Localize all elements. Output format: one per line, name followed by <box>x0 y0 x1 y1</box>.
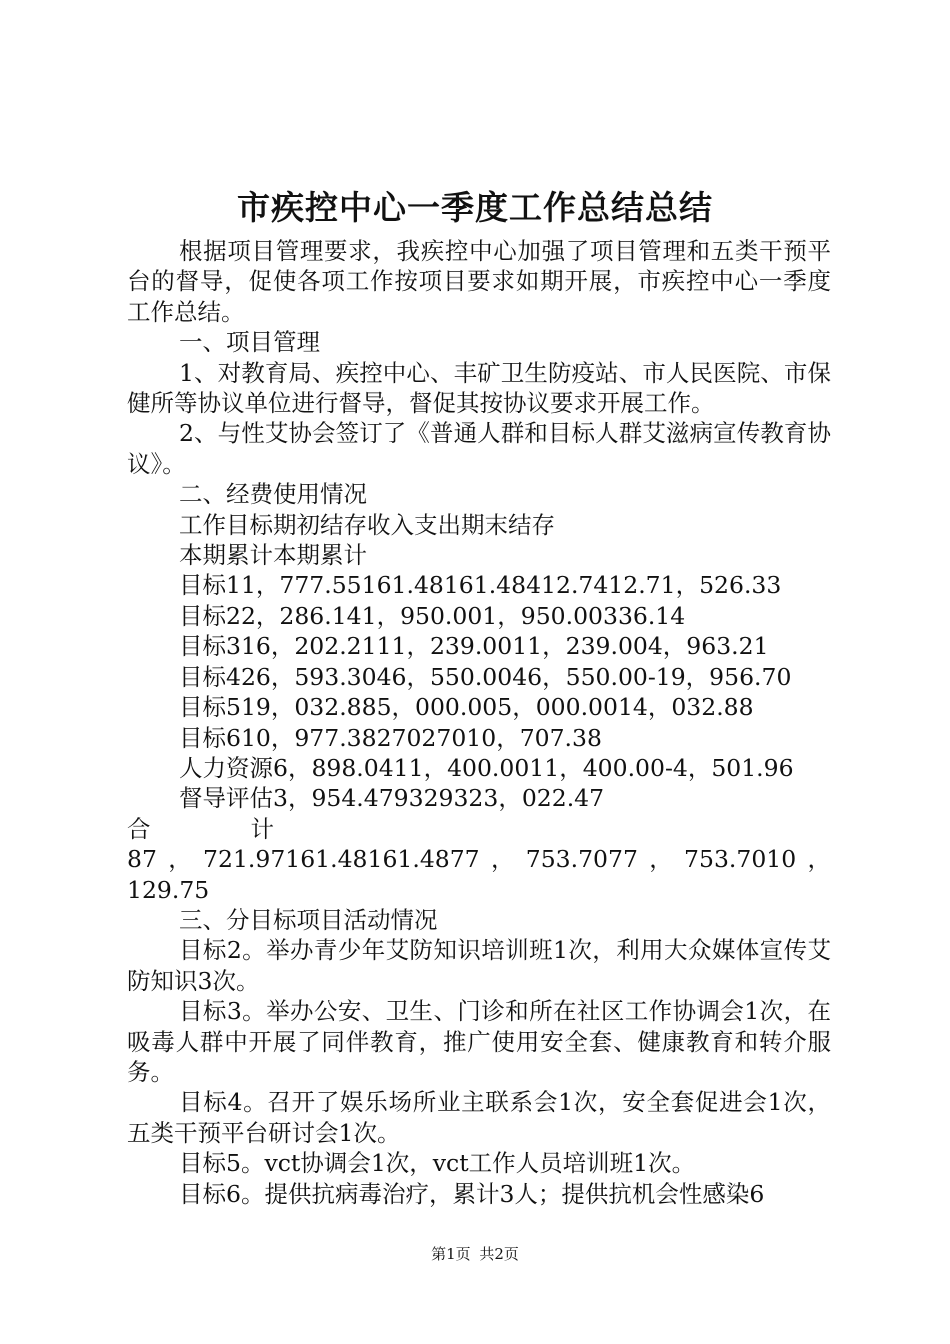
funds-total-values: 87，721.97161.48161.4877，753.7077，753.7010，129.75 <box>127 845 831 904</box>
activity-goal-4: 目标4。召开了娱乐场所业主联系会1次，安全套促进会1次，五类干预平台研讨会1次。 <box>127 1088 831 1147</box>
funds-row: 目标22，286.141，950.001，950.00336.14 <box>179 601 686 630</box>
section-heading-activities: 三、分目标项目活动情况 <box>179 905 438 934</box>
document-title: 市疾控中心一季度工作总结总结 <box>237 188 713 227</box>
activity-goal-2: 目标2。举办青少年艾防知识培训班1次，利用大众媒体宣传艾防知识3次。 <box>127 936 831 995</box>
funds-row: 目标316，202.2111，239.0011，239.004，963.21 <box>179 632 769 661</box>
activity-goal-5: 目标5。vct协调会1次，vct工作人员培训班1次。 <box>179 1149 696 1178</box>
funds-row: 督导评估3，954.479329323，022.47 <box>179 784 605 813</box>
section-heading-funds: 二、经费使用情况 <box>179 480 367 509</box>
page-footer <box>0 1244 950 1264</box>
funds-row: 目标426，593.3046，550.0046，550.00-19，956.70 <box>179 662 792 691</box>
activity-goal-3: 目标3。举办公安、卫生、门诊和所在社区工作协调会1次，在吸毒人群中开展了同伴教育，推广使用安全套、健康教育和转介服务。 <box>127 997 831 1086</box>
document-body <box>127 236 831 1209</box>
paragraph-item-1: 1、对教育局、疾控中心、丰矿卫生防疫站、市人民医院、市保健所等协议单位进行督导，督促其按协议要求开展工作。 <box>127 358 831 418</box>
funds-row: 目标519，032.885，000.005，000.0014，032.88 <box>179 693 754 722</box>
funds-header-row-1: 工作目标期初结存收入支出期末结存 <box>179 510 555 539</box>
paragraph-item-2: 2、与性艾协会签订了《普通人群和目标人群艾滋病宣传教育协议》。 <box>127 419 831 478</box>
funds-row: 目标610，977.3827027010，707.38 <box>179 723 602 752</box>
funds-row: 目标11，777.55161.48161.48412.7412.71，526.33 <box>179 571 782 600</box>
funds-header-row-2: 本期累计本期累计 <box>179 541 367 570</box>
page-number: 第1页 <box>431 1245 471 1263</box>
page-total: 共2页 <box>479 1245 519 1263</box>
funds-row: 人力资源6，898.0411，400.0011，400.00-4，501.96 <box>179 753 794 782</box>
total-label-char-1: 合 <box>127 814 151 843</box>
section-heading-project-management: 一、项目管理 <box>179 328 320 357</box>
intro-paragraph: 根据项目管理要求，我疾控中心加强了项目管理和五类干预平台的督导，促使各项工作按项目要求如期开展，市疾控中心一季度工作总结。 <box>127 237 831 326</box>
total-label-char-2: 计 <box>250 814 274 843</box>
funds-total-label <box>127 814 831 844</box>
activity-goal-6: 目标6。提供抗病毒治疗，累计3人；提供抗机会性感染6 <box>179 1179 765 1208</box>
